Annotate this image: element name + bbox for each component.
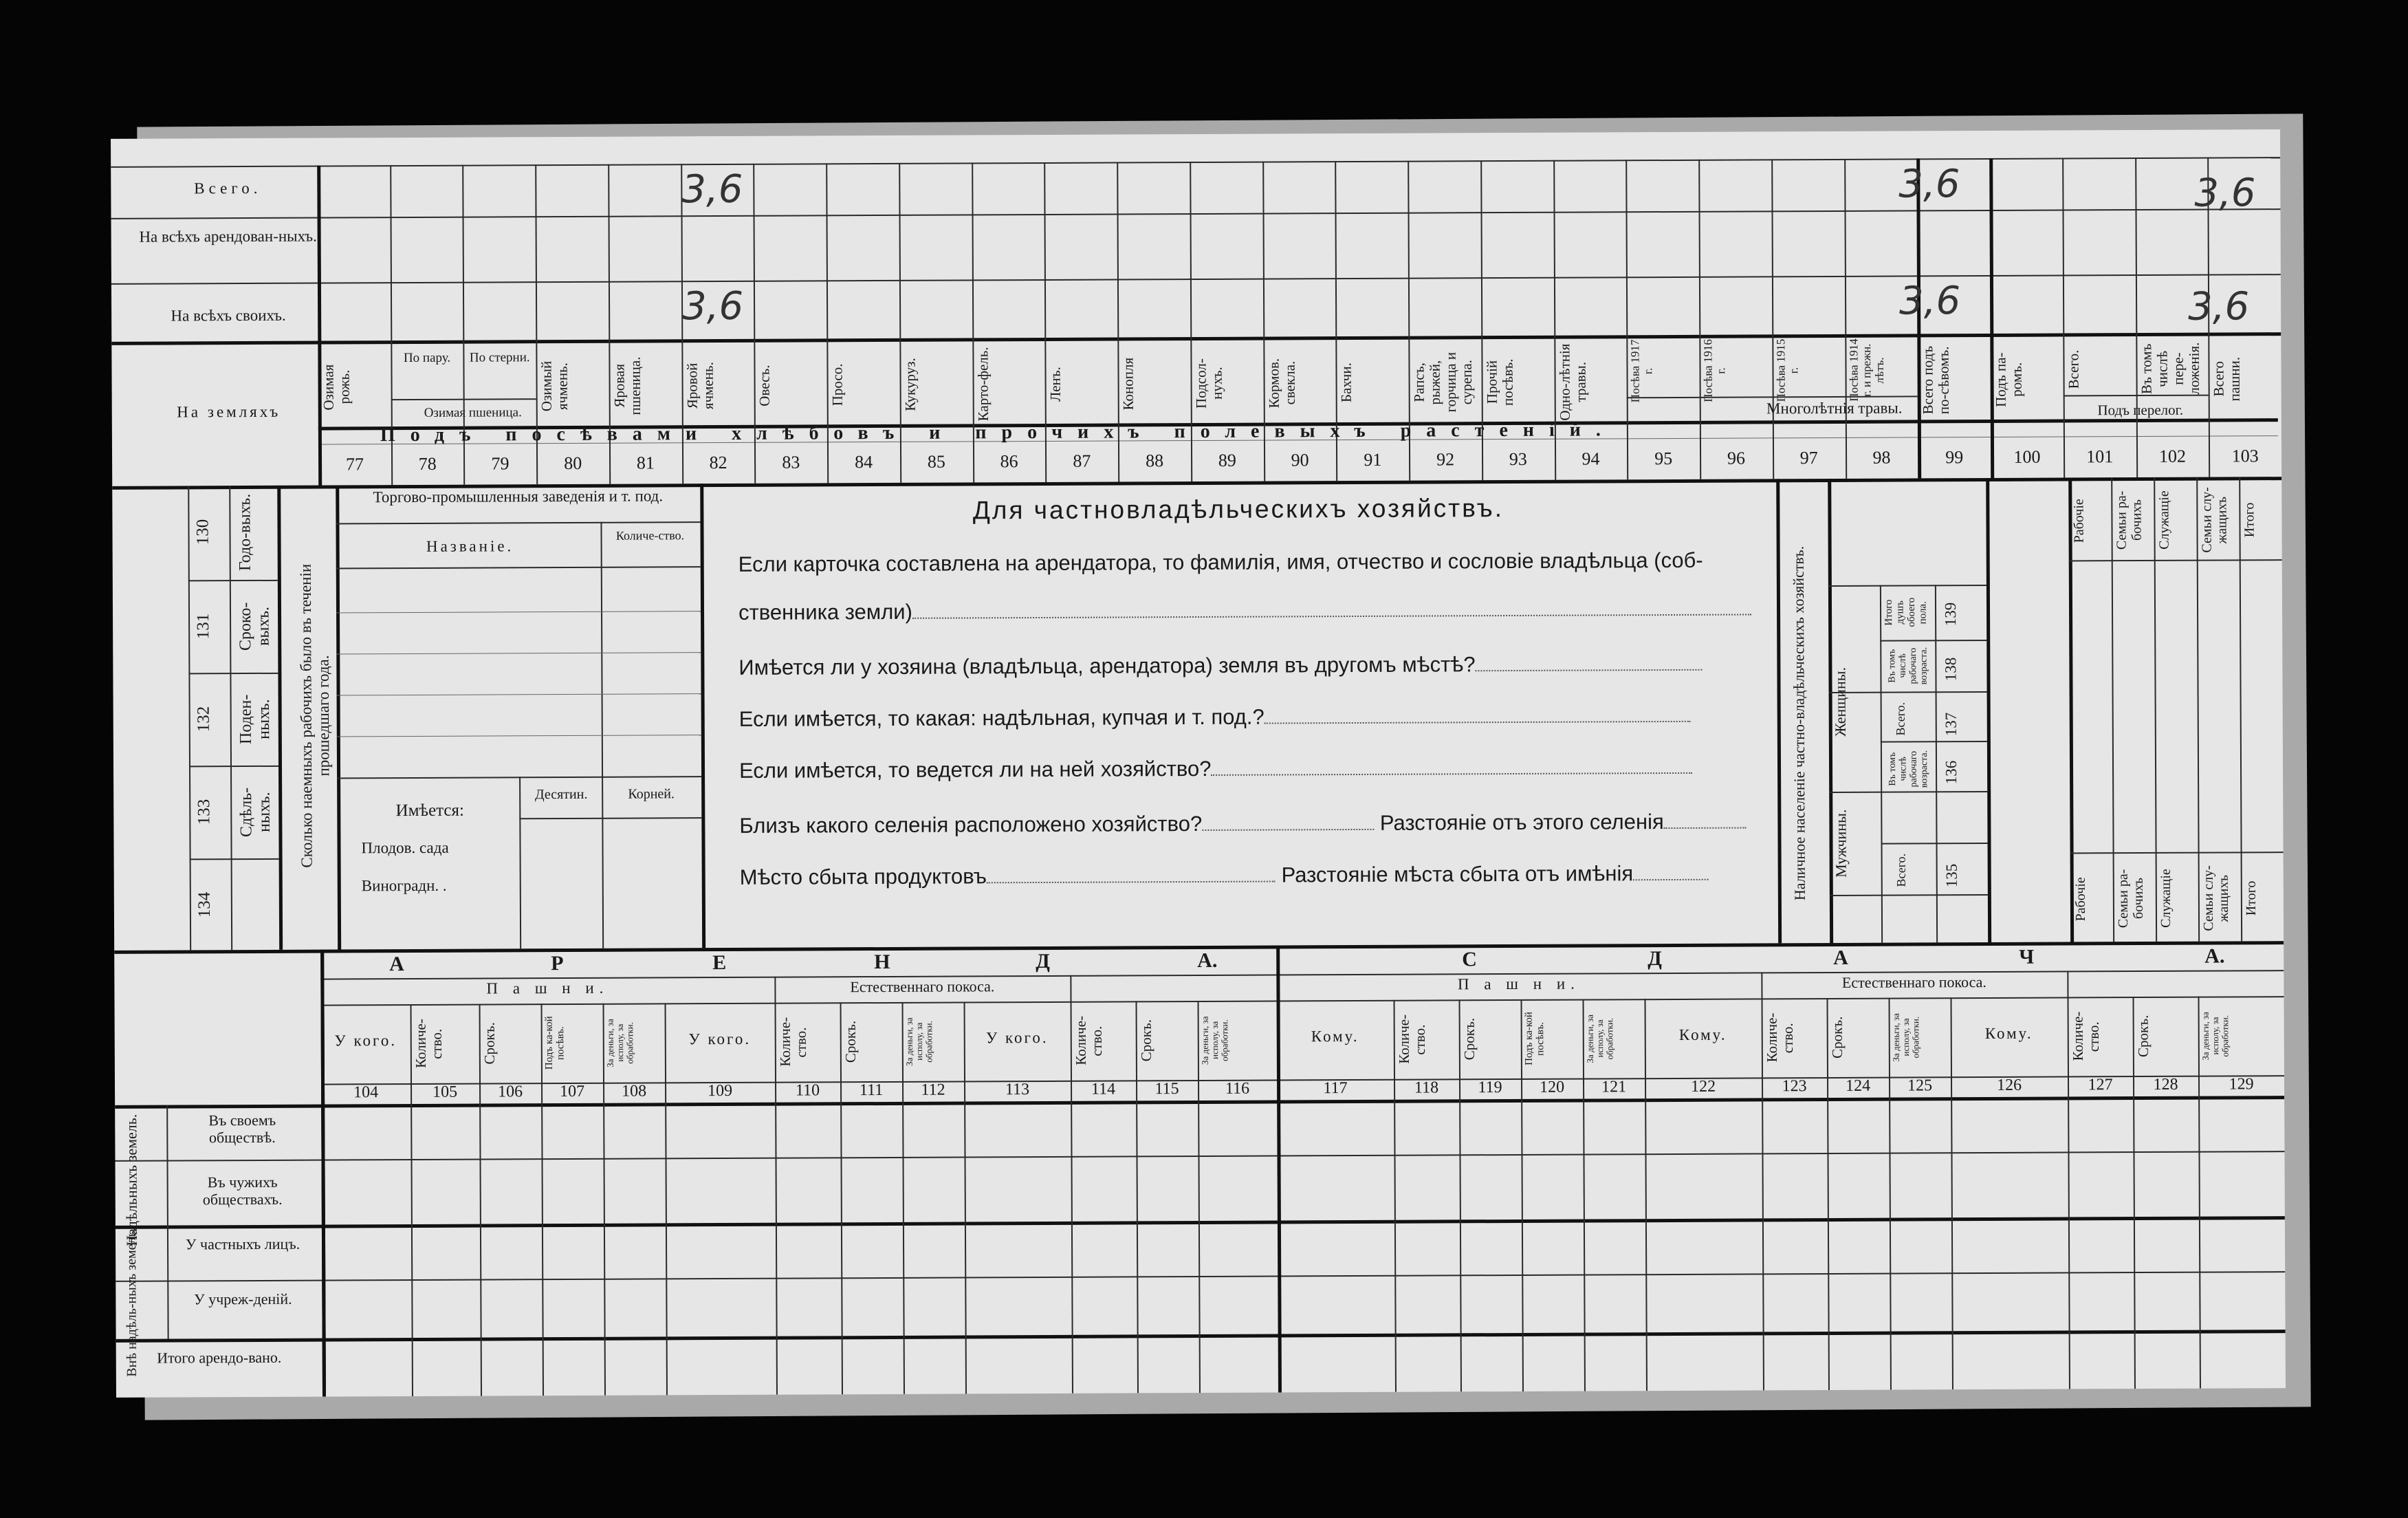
workers-head-2: Служащіе [2156,490,2172,550]
sdacha-num-117: 117 [1323,1079,1348,1098]
sdacha-num-119: 119 [1478,1078,1502,1097]
crop-header-8: Кукуруз. [901,358,919,412]
sdacha-head-4: За деньги, за исполу, за обработки. [1584,1014,1615,1063]
arenda-num-113: 113 [1005,1081,1030,1099]
col-num-90: 90 [1291,450,1309,470]
sdacha-num-127: 127 [2088,1076,2113,1094]
sdacha-num-124: 124 [1845,1076,1871,1095]
sdacha-head-8: За деньги, за исполу, за обработки. [1890,1012,1921,1062]
trade-title: Торгово-промышленныя заведенія и т. под. [373,487,664,506]
sdacha-num-126: 126 [1996,1076,2022,1094]
trade-qty-col: Количе-ство. [615,528,685,543]
crop-header-3: Озимый ячмень. [538,360,571,412]
crop-header-7: Просо. [829,363,846,406]
row-uchrezhdeniy: У учреж-деній. [194,1290,292,1308]
arenda-num-116: 116 [1225,1079,1250,1098]
workers-foot-0: Рабочіе [2072,876,2089,922]
sdacha-num-129: 129 [2229,1075,2254,1094]
crop-header-15: Рапсъ, рыжей, горчица и сурепа. [1410,352,1476,413]
sdacha-head-2: Срокъ. [1460,1018,1478,1061]
census-card-page [111,129,2286,1398]
private-q1-cont[interactable]: ственника земли) [738,596,1751,625]
hired-vertical-label: Сколько наемныхъ рабочихъ было въ теченіи прошедшаго года. [296,563,333,868]
hired-num-132: 132 [194,706,213,733]
crop-header-11: Конопля [1119,357,1137,411]
private-q3[interactable]: Если имѣется, то какая: надѣльная, купчая и т. под.? [739,703,1691,732]
crop-header-17: Одно-лѣтнія травы. [1555,343,1589,421]
crop-header-24: Всего. [2065,349,2082,389]
handwritten-vsego-82: 3,6 [681,166,743,213]
trade-korney: Корней. [628,786,675,802]
crop-header-9: Карто-фель. [974,347,992,422]
pop-num-138: 138 [1942,657,1960,682]
pop-num-136: 136 [1942,760,1960,785]
sdacha-head-0: Кому. [1311,1027,1359,1045]
hired-num-130: 130 [193,519,212,545]
hired-num-134: 134 [195,891,214,918]
col-num-78: 78 [418,453,437,474]
crop-header-6: Овесъ. [756,365,774,406]
row-svoem-obshchestve: Въ своемъ обществѣ. [208,1111,276,1147]
crop-header-4: Яровая пшеница. [611,356,644,415]
handwritten-vsego-103: 3,6 [2194,171,2256,216]
col-num-87: 87 [1073,451,1091,471]
sdacha-letter-1: Д [1648,947,1662,971]
crop-header-23: Подъ па-ромъ. [1992,352,2025,408]
arenda-num-115: 115 [1154,1080,1179,1098]
pop-zhen-v-tom: Въ томъ числѣ рабочаго возраста. [1887,647,1929,685]
arenda-num-105: 105 [433,1083,458,1101]
pop-zhen-vsego: Всего. [1893,702,1907,736]
row-chuzhih-obshchestvah: Въ чужихъ обществахъ. [202,1173,283,1208]
arenda-head-1: Количе-ство. [412,1019,445,1069]
arenda-num-114: 114 [1091,1080,1116,1098]
sdacha-letter-4: А. [2204,944,2225,968]
workers-foot-2: Служащіе [2158,869,2174,929]
sdacha-num-122: 122 [1691,1077,1716,1096]
arenda-head-7: Срокъ. [842,1021,859,1063]
sdacha-estestv: Естественнаго покоса. [1841,973,1986,991]
private-q6[interactable]: Мѣсто сбыта продуктовъ Разстояніе мѣста сбыта отъ имѣнія [740,861,1709,890]
sdacha-num-123: 123 [1782,1077,1807,1096]
crop-header-1: По пару. [403,350,451,366]
handwritten-vsego-99: 3,6 [1898,162,1960,207]
row-label-svoih: На всѣхъ своихъ. [171,306,286,325]
col-num-95: 95 [1654,448,1673,469]
group-pod-perelog: Подъ перелог. [2097,401,2184,419]
banner-posevy: Подъ посѣвами хлѣбовъ и прочихъ полевыхъ растеній. [380,419,1616,446]
arenda-head-2: Срокъ. [481,1022,498,1065]
arenda-letter-0: А [389,953,405,976]
private-q1: Если карточка составлена на арендатора, то фамилія, имя, отчество и сословіе владѣльца (соб- [738,547,1703,576]
sdacha-head-11: Срокъ. [2134,1015,2152,1058]
pop-muzh-v-tom: Въ томъ числѣ рабочаго возраста. [1887,750,1930,788]
arenda-letter-1: Р [551,952,564,975]
arenda-num-112: 112 [921,1081,945,1099]
hired-col-1: Сроко-выхъ. [236,602,273,651]
sdacha-head-3: Подъ ка-кой посѣвъ. [1523,1012,1546,1066]
handwritten-svoih-99: 3,6 [1898,279,1961,324]
pop-itogo-dush: Итого душъ обоего пола. [1883,598,1929,627]
workers-foot-4: Итого [2243,880,2259,916]
col-num-97: 97 [1799,448,1818,468]
row-label-vsego: Всего. [194,179,262,197]
pop-num-137: 137 [1942,712,1960,737]
private-title: Для частновладѣльческихъ хозяйствъ. [972,494,1504,525]
sdacha-num-125: 125 [1907,1076,1933,1095]
sdacha-letter-3: Ч [2019,945,2035,968]
col-num-93: 93 [1509,448,1527,470]
arenda-num-110: 110 [795,1081,820,1100]
trade-desyatin: Десятин. [534,786,588,803]
hired-num-131: 131 [194,614,213,640]
arenda-num-107: 107 [560,1082,585,1101]
crop-header-13: Кормов. свекла. [1265,358,1298,409]
arenda-estestv: Естественнаго покоса. [850,977,995,996]
pop-num-139: 139 [1941,602,1960,627]
crop-header-0: Озимая рожь. [320,364,353,411]
arenda-head-10: Количе-ство. [1072,1016,1105,1066]
crop-header-25: Въ томъ числѣ пере-ложенія. [2137,343,2202,395]
col-num-94: 94 [1581,448,1600,469]
col-num-81: 81 [636,453,655,473]
hired-num-133: 133 [195,799,214,825]
workers-foot-3: Семьи слу-жащихъ [2200,865,2232,931]
col-num-103: 103 [2231,446,2259,466]
group-mnogoletnie: Многолѣтнія травы. [1766,399,1903,418]
crop-header-14: Бахчи. [1337,362,1355,403]
workers-foot-1: Семьи ра-бочихъ [2115,869,2147,929]
col-num-85: 85 [927,451,945,472]
hired-col-3: Сдѣль-ныхъ. [237,787,274,837]
hired-col-2: Поден-ныхъ. [237,694,274,744]
arenda-head-8: За деньги, за исполу, за обработки. [904,1017,934,1066]
sdacha-num-128: 128 [2153,1075,2178,1094]
arenda-num-109: 109 [708,1081,733,1100]
sdacha-head-9: Кому. [1984,1024,2033,1043]
col-num-82: 82 [709,452,727,473]
trade-vinograd: Виноградн. . [361,876,447,895]
arenda-head-11: Срокъ. [1137,1019,1154,1062]
sdacha-head-7: Срокъ. [1828,1016,1846,1059]
sdacha-letter-0: С [1462,948,1477,971]
row-label-arendovannyh: На всѣхъ арендован-ныхъ. [139,227,317,246]
crop-header-18: Посѣва 1917 г. [1628,339,1655,403]
arenda-num-106: 106 [498,1083,523,1101]
arenda-head-12: За деньги, за исполу, за обработки. [1199,1016,1230,1065]
col-num-84: 84 [855,452,873,473]
sdacha-num-121: 121 [1601,1078,1627,1096]
crop-header-10: Ленъ. [1047,366,1064,402]
row-chastnyh-lits: У частныхъ лицъ. [185,1235,300,1253]
crop-header-21: Посѣва 1914 г. и прежн. лѣтъ. [1846,338,1886,402]
workers-head-4: Итого [2242,502,2257,538]
sdacha-letter-2: А [1833,946,1848,969]
crop-header-2: По стерни. [469,350,530,365]
pop-zhenshchiny: Женщины. [1831,667,1849,737]
private-q2[interactable]: Имѣется ли у хозяина (владѣльца, арендатора) земля въ другомъ мѣстѣ? [738,651,1702,680]
col-num-92: 92 [1436,449,1455,470]
arenda-head-0: У кого. [334,1032,397,1050]
sdacha-head-6: Количе-ство. [1763,1012,1796,1063]
trade-name-col: Названіе. [426,537,514,555]
crop-header-26: Всего пашни. [2210,356,2244,402]
population-vertical-label: Наличное населеніе частно-владѣльческихъ хозяйствъ. [1789,545,1808,900]
arenda-num-111: 111 [859,1081,884,1100]
arenda-letter-5: А. [1197,948,1218,973]
sdacha-num-120: 120 [1540,1078,1565,1096]
col-num-98: 98 [1872,447,1891,468]
crop-header-16: Прочій посѣвъ. [1483,358,1516,406]
hired-col-0: Годо-выхъ. [236,493,254,571]
crop-header-5: Яровой ячмень. [683,362,716,410]
arenda-head-4: За деньги, за исполу, за обработки. [604,1018,635,1067]
arenda-letter-3: Н [874,950,890,974]
arenda-head-9: У кого. [985,1028,1049,1047]
col-num-80: 80 [564,453,582,474]
col-num-101: 101 [2086,446,2114,467]
workers-head-3: Семьи слу-жащихъ [2199,487,2230,553]
pop-muzhchiny: Мужчины. [1832,809,1850,878]
arenda-letter-2: Е [712,951,727,975]
arenda-num-104: 104 [353,1083,379,1102]
sdacha-num-118: 118 [1414,1078,1439,1097]
handwritten-svoih-82: 3,6 [681,283,744,329]
col-num-77: 77 [345,454,364,475]
arenda-head-5: У кого. [688,1030,752,1048]
crop-header-20: Посѣва 1915 г. [1774,338,1801,402]
workers-head-0: Рабочіе [2071,498,2087,543]
col-num-88: 88 [1146,451,1164,471]
trade-imeetsya: Имѣется: [395,801,465,821]
crop-header-12: Подсол-нухъ. [1192,358,1225,409]
arenda-letter-4: Д [1036,949,1050,973]
arenda-pashni: П а ш н и. [486,979,609,997]
arenda-num-108: 108 [622,1082,647,1100]
col-num-96: 96 [1727,448,1746,468]
row-group-nadel: Надѣльныхъ земель. [122,1114,141,1246]
col-num-91: 91 [1364,449,1382,470]
arenda-head-3: Подъ ка-кой посѣвъ. [543,1016,567,1070]
crop-header-19: Посѣва 1916 г. [1701,339,1728,403]
workers-head-1: Семьи ра-бочихъ [2114,490,2145,550]
col-num-99: 99 [1945,447,1964,468]
trade-plodov-sada: Плодов. сада [361,838,449,857]
col-num-100: 100 [2013,446,2041,467]
col-num-79: 79 [491,453,510,474]
row-group-vne-nadel: Внѣ надѣль-ныхъ земель. [123,1227,140,1377]
group-ozimaya-pshenica: Озимая пшеница. [424,405,522,420]
col-num-89: 89 [1218,450,1236,470]
private-q5[interactable]: Близъ какого селенія расположено хозяйство? Разстояніе отъ этого селенія [739,810,1746,838]
sdacha-head-12: За деньги, за исполу, за обработки. [2200,1011,2231,1061]
col-num-86: 86 [1000,451,1018,472]
sdacha-pashni: П а ш н и. [1457,975,1580,993]
sdacha-head-1: Количе-ство. [1395,1015,1428,1065]
handwritten-svoih-103: 3,6 [2187,284,2250,329]
col-num-102: 102 [2158,446,2187,466]
pop-num-135: 135 [1942,863,1960,888]
row-label-zemlyah: На земляхъ [177,402,281,421]
sdacha-head-10: Количе-ство. [2069,1011,2102,1061]
col-num-83: 83 [782,452,800,473]
sdacha-head-5: Кому. [1678,1026,1727,1043]
arenda-head-6: Количе-ство. [776,1017,809,1067]
pop-muzh-vsego: Всего. [1894,854,1908,887]
crop-header-22: Всего подъ по-сѣвомъ. [1919,346,1953,415]
private-q4[interactable]: Если имѣется, то ведется ли на ней хозяйство? [739,755,1693,783]
row-itogo-arendovano: Итого арендо-вано. [157,1348,282,1367]
